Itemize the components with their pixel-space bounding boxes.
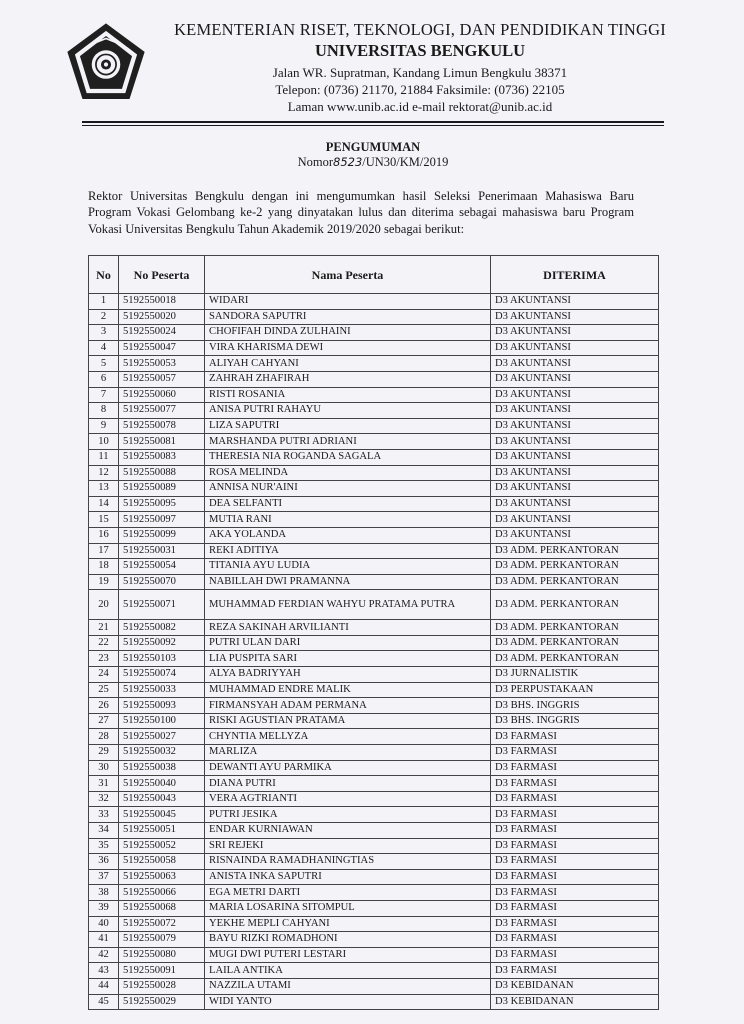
table-row xyxy=(89,791,659,807)
row-number: 25 xyxy=(89,682,119,698)
accepted-program: D3 FARMASI xyxy=(491,854,659,870)
row-number: 28 xyxy=(89,729,119,745)
letterhead-rule-thin xyxy=(82,125,664,126)
participant-number: 5192550040 xyxy=(119,776,205,792)
row-number: 35 xyxy=(89,838,119,854)
table-row xyxy=(89,947,659,963)
table-row xyxy=(89,682,659,698)
accepted-program: D3 ADM. PERKANTORAN xyxy=(491,590,659,620)
table-row xyxy=(89,885,659,901)
accepted-program: D3 AKUNTANSI xyxy=(491,371,659,387)
participant-number: 5192550029 xyxy=(119,994,205,1010)
row-number: 8 xyxy=(89,403,119,419)
participant-number: 5192550068 xyxy=(119,900,205,916)
accepted-program: D3 ADM. PERKANTORAN xyxy=(491,543,659,559)
table-row xyxy=(89,371,659,387)
participant-name: CHYNTIA MELLYZA xyxy=(205,729,491,745)
accepted-program: D3 AKUNTANSI xyxy=(491,449,659,465)
phone-fax: Telepon: (0736) 21170, 21884 Faksimile: (0736) 22105 xyxy=(275,82,565,97)
row-number: 10 xyxy=(89,434,119,450)
accepted-program: D3 FARMASI xyxy=(491,916,659,932)
table-row xyxy=(89,978,659,994)
participant-name: YEKHE MEPLI CAHYANI xyxy=(205,916,491,932)
accepted-program: D3 FARMASI xyxy=(491,869,659,885)
participant-number: 5192550091 xyxy=(119,963,205,979)
participant-name: DEWANTI AYU PARMIKA xyxy=(205,760,491,776)
participant-name: SANDORA SAPUTRI xyxy=(205,309,491,325)
accepted-program: D3 KEBIDANAN xyxy=(491,994,659,1010)
participant-number: 5192550047 xyxy=(119,340,205,356)
announcement-number xyxy=(82,155,664,170)
row-number: 39 xyxy=(89,900,119,916)
participant-number: 5192550060 xyxy=(119,387,205,403)
participant-number: 5192550072 xyxy=(119,916,205,932)
accepted-program: D3 AKUNTANSI xyxy=(491,309,659,325)
row-number: 29 xyxy=(89,745,119,761)
participant-number: 5192550054 xyxy=(119,559,205,575)
accepted-program: D3 FARMASI xyxy=(491,776,659,792)
row-number: 18 xyxy=(89,559,119,575)
accepted-program: D3 BHS. INGGRIS xyxy=(491,713,659,729)
participant-number: 5192550080 xyxy=(119,947,205,963)
participant-number: 5192550093 xyxy=(119,698,205,714)
participant-name: LIA PUSPITA SARI xyxy=(205,651,491,667)
accepted-program: D3 AKUNTANSI xyxy=(491,512,659,528)
row-number: 37 xyxy=(89,869,119,885)
table-row xyxy=(89,729,659,745)
participant-name: REZA SAKINAH ARVILIANTI xyxy=(205,620,491,636)
row-number: 31 xyxy=(89,776,119,792)
participant-name: MUTIA RANI xyxy=(205,512,491,528)
participant-number: 5192550078 xyxy=(119,418,205,434)
column-header-no: No xyxy=(89,256,119,294)
participant-number: 5192550052 xyxy=(119,838,205,854)
row-number: 1 xyxy=(89,294,119,310)
row-number: 17 xyxy=(89,543,119,559)
participant-name: CHOFIFAH DINDA ZULHAINI xyxy=(205,325,491,341)
participant-number: 5192550097 xyxy=(119,512,205,528)
participant-number: 5192550057 xyxy=(119,371,205,387)
participant-number: 5192550066 xyxy=(119,885,205,901)
table-row xyxy=(89,340,659,356)
participant-name: VERA AGTRIANTI xyxy=(205,791,491,807)
accepted-program: D3 AKUNTANSI xyxy=(491,481,659,497)
table-row xyxy=(89,449,659,465)
accepted-program: D3 AKUNTANSI xyxy=(491,496,659,512)
accepted-program: D3 ADM. PERKANTORAN xyxy=(491,574,659,590)
table-row xyxy=(89,854,659,870)
number-prefix: Nomor xyxy=(297,155,333,169)
participant-name: PUTRI JESIKA xyxy=(205,807,491,823)
accepted-program: D3 FARMASI xyxy=(491,729,659,745)
row-number: 20 xyxy=(89,590,119,620)
row-number: 43 xyxy=(89,963,119,979)
results-table xyxy=(88,255,659,1010)
participant-name: ENDAR KURNIAWAN xyxy=(205,823,491,839)
accepted-program: D3 KEBIDANAN xyxy=(491,978,659,994)
table-row xyxy=(89,434,659,450)
table-row xyxy=(89,590,659,620)
participant-name: NABILLAH DWI PRAMANNA xyxy=(205,574,491,590)
row-number: 3 xyxy=(89,325,119,341)
accepted-program: D3 FARMASI xyxy=(491,838,659,854)
row-number: 41 xyxy=(89,932,119,948)
table-row xyxy=(89,932,659,948)
row-number: 40 xyxy=(89,916,119,932)
participant-number: 5192550053 xyxy=(119,356,205,372)
ministry-name: KEMENTERIAN RISET, TEKNOLOGI, DAN PENDIDIKAN TINGGI xyxy=(174,20,666,39)
table-row xyxy=(89,620,659,636)
participant-name: ALYA BADRIYYAH xyxy=(205,667,491,683)
row-number: 24 xyxy=(89,667,119,683)
row-number: 27 xyxy=(89,713,119,729)
table-row xyxy=(89,807,659,823)
row-number: 6 xyxy=(89,371,119,387)
row-number: 38 xyxy=(89,885,119,901)
accepted-program: D3 JURNALISTIK xyxy=(491,667,659,683)
participant-number: 5192550051 xyxy=(119,823,205,839)
participant-name: ROSA MELINDA xyxy=(205,465,491,481)
accepted-program: D3 ADM. PERKANTORAN xyxy=(491,635,659,651)
accepted-program: D3 AKUNTANSI xyxy=(491,418,659,434)
participant-number: 5192550028 xyxy=(119,978,205,994)
table-row xyxy=(89,512,659,528)
accepted-program: D3 AKUNTANSI xyxy=(491,403,659,419)
table-row xyxy=(89,418,659,434)
participant-name: LIZA SAPUTRI xyxy=(205,418,491,434)
accepted-program: D3 AKUNTANSI xyxy=(491,325,659,341)
table-row xyxy=(89,916,659,932)
participant-number: 5192550103 xyxy=(119,651,205,667)
table-row xyxy=(89,559,659,575)
accepted-program: D3 AKUNTANSI xyxy=(491,387,659,403)
participant-name: WIDARI xyxy=(205,294,491,310)
row-number: 5 xyxy=(89,356,119,372)
intro-paragraph: Rektor Universitas Bengkulu dengan ini mengumumkan hasil Seleksi Penerimaan Mahasiswa Baru Program Vokasi Gelombang ke-2 yang dinyatakan lulus dan diterima sebagai mahasiswa baru Program Vokasi Universitas Bengkulu Tahun Akademik 2019/2020 sebagai berikut: xyxy=(88,189,634,236)
participant-name: DIANA PUTRI xyxy=(205,776,491,792)
number-suffix: /UN30/KM/2019 xyxy=(362,155,449,169)
participant-name: BAYU RIZKI ROMADHONI xyxy=(205,932,491,948)
participant-name: ANNISA NUR'AINI xyxy=(205,481,491,497)
table-row xyxy=(89,387,659,403)
table-row xyxy=(89,698,659,714)
participant-name: MARSHANDA PUTRI ADRIANI xyxy=(205,434,491,450)
table-row xyxy=(89,713,659,729)
accepted-program: D3 FARMASI xyxy=(491,900,659,916)
table-row xyxy=(89,403,659,419)
accepted-program: D3 AKUNTANSI xyxy=(491,527,659,543)
participant-number: 5192550083 xyxy=(119,449,205,465)
table-row xyxy=(89,745,659,761)
participant-name: THERESIA NIA ROGANDA SAGALA xyxy=(205,449,491,465)
accepted-program: D3 FARMASI xyxy=(491,885,659,901)
accepted-program: D3 BHS. INGGRIS xyxy=(491,698,659,714)
row-number: 22 xyxy=(89,635,119,651)
participant-number: 5192550063 xyxy=(119,869,205,885)
participant-number: 5192550070 xyxy=(119,574,205,590)
table-row xyxy=(89,776,659,792)
table-row xyxy=(89,838,659,854)
participant-number: 5192550088 xyxy=(119,465,205,481)
accepted-program: D3 FARMASI xyxy=(491,823,659,839)
participant-number: 5192550081 xyxy=(119,434,205,450)
participant-number: 5192550100 xyxy=(119,713,205,729)
table-row xyxy=(89,900,659,916)
participant-number: 5192550024 xyxy=(119,325,205,341)
row-number: 9 xyxy=(89,418,119,434)
participant-number: 5192550082 xyxy=(119,620,205,636)
participant-number: 5192550095 xyxy=(119,496,205,512)
accepted-program: D3 FARMASI xyxy=(491,947,659,963)
row-number: 2 xyxy=(89,309,119,325)
participant-number: 5192550074 xyxy=(119,667,205,683)
row-number: 34 xyxy=(89,823,119,839)
table-row xyxy=(89,465,659,481)
participant-name: MARIA LOSARINA SITOMPUL xyxy=(205,900,491,916)
table-row xyxy=(89,543,659,559)
accepted-program: D3 AKUNTANSI xyxy=(491,465,659,481)
participant-number: 5192550032 xyxy=(119,745,205,761)
participant-number: 5192550033 xyxy=(119,682,205,698)
participant-name: TITANIA AYU LUDIA xyxy=(205,559,491,575)
university-name: UNIVERSITAS BENGKULU xyxy=(314,41,526,60)
participant-name: ALIYAH CAHYANI xyxy=(205,356,491,372)
address: Jalan WR. Supratman, Kandang Limun Bengkulu 38371 xyxy=(272,65,568,80)
participant-number: 5192550089 xyxy=(119,481,205,497)
participant-name: RISKI AGUSTIAN PRATAMA xyxy=(205,713,491,729)
accepted-program: D3 ADM. PERKANTORAN xyxy=(491,651,659,667)
accepted-program: D3 FARMASI xyxy=(491,807,659,823)
participant-name: FIRMANSYAH ADAM PERMANA xyxy=(205,698,491,714)
accepted-program: D3 ADM. PERKANTORAN xyxy=(491,620,659,636)
table-header-row xyxy=(89,256,659,294)
row-number: 44 xyxy=(89,978,119,994)
row-number: 26 xyxy=(89,698,119,714)
participant-name: DEA SELFANTI xyxy=(205,496,491,512)
table-row xyxy=(89,963,659,979)
column-header-nama-peserta: Nama Peserta xyxy=(205,256,491,294)
participant-number: 5192550038 xyxy=(119,760,205,776)
participant-name: AKA YOLANDA xyxy=(205,527,491,543)
table-row xyxy=(89,325,659,341)
participant-name: LAILA ANTIKA xyxy=(205,963,491,979)
table-row xyxy=(89,869,659,885)
participant-name: ANISTA INKA SAPUTRI xyxy=(205,869,491,885)
accepted-program: D3 AKUNTANSI xyxy=(491,294,659,310)
participant-name: RISNAINDA RAMADHANINGTIAS xyxy=(205,854,491,870)
accepted-program: D3 AKUNTANSI xyxy=(491,340,659,356)
letterhead-rule xyxy=(82,121,664,123)
row-number: 36 xyxy=(89,854,119,870)
participant-name: VIRA KHARISMA DEWI xyxy=(205,340,491,356)
row-number: 21 xyxy=(89,620,119,636)
participant-name: MUHAMMAD FERDIAN WAHYU PRATAMA PUTRA xyxy=(205,590,491,620)
table-row xyxy=(89,994,659,1010)
table-row xyxy=(89,760,659,776)
participant-name: RISTI ROSANIA xyxy=(205,387,491,403)
participant-number: 5192550043 xyxy=(119,791,205,807)
row-number: 4 xyxy=(89,340,119,356)
table-body xyxy=(89,294,659,1010)
row-number: 13 xyxy=(89,481,119,497)
participant-name: MARLIZA xyxy=(205,745,491,761)
participant-number: 5192550077 xyxy=(119,403,205,419)
accepted-program: D3 FARMASI xyxy=(491,791,659,807)
row-number: 19 xyxy=(89,574,119,590)
table-row xyxy=(89,527,659,543)
participant-number: 5192550058 xyxy=(119,854,205,870)
participant-name: EGA METRI DARTI xyxy=(205,885,491,901)
row-number: 14 xyxy=(89,496,119,512)
participant-number: 5192550071 xyxy=(119,590,205,620)
table-row xyxy=(89,823,659,839)
row-number: 12 xyxy=(89,465,119,481)
accepted-program: D3 PERPUSTAKAAN xyxy=(491,682,659,698)
web-email: Laman www.unib.ac.id e-mail rektorat@unib.ac.id xyxy=(287,99,553,114)
participant-number: 5192550079 xyxy=(119,932,205,948)
participant-name: MUGI DWI PUTERI LESTARI xyxy=(205,947,491,963)
row-number: 33 xyxy=(89,807,119,823)
table-row xyxy=(89,651,659,667)
column-header-no-peserta: No Peserta xyxy=(119,256,205,294)
participant-number: 5192550027 xyxy=(119,729,205,745)
table-row xyxy=(89,496,659,512)
table-row xyxy=(89,294,659,310)
handwritten-number: 8523 xyxy=(333,155,363,169)
row-number: 16 xyxy=(89,527,119,543)
table-row xyxy=(89,356,659,372)
accepted-program: D3 FARMASI xyxy=(491,760,659,776)
accepted-program: D3 FARMASI xyxy=(491,932,659,948)
participant-number: 5192550099 xyxy=(119,527,205,543)
accepted-program: D3 ADM. PERKANTORAN xyxy=(491,559,659,575)
table-row xyxy=(89,574,659,590)
accepted-program: D3 AKUNTANSI xyxy=(491,434,659,450)
table-row xyxy=(89,481,659,497)
participant-number: 5192550045 xyxy=(119,807,205,823)
row-number: 15 xyxy=(89,512,119,528)
table-row xyxy=(89,667,659,683)
row-number: 42 xyxy=(89,947,119,963)
row-number: 32 xyxy=(89,791,119,807)
participant-number: 5192550020 xyxy=(119,309,205,325)
participant-number: 5192550031 xyxy=(119,543,205,559)
participant-name: SRI REJEKI xyxy=(205,838,491,854)
row-number: 45 xyxy=(89,994,119,1010)
accepted-program: D3 FARMASI xyxy=(491,963,659,979)
table-row xyxy=(89,309,659,325)
accepted-program: D3 AKUNTANSI xyxy=(491,356,659,372)
participant-name: ZAHRAH ZHAFIRAH xyxy=(205,371,491,387)
university-logo xyxy=(64,20,148,104)
participant-name: PUTRI ULAN DARI xyxy=(205,635,491,651)
participant-number: 5192550018 xyxy=(119,294,205,310)
participant-name: REKI ADITIYA xyxy=(205,543,491,559)
participant-name: WIDI YANTO xyxy=(205,994,491,1010)
row-number: 30 xyxy=(89,760,119,776)
column-header-diterima: DITERIMA xyxy=(491,256,659,294)
table-row xyxy=(89,635,659,651)
participant-number: 5192550092 xyxy=(119,635,205,651)
row-number: 7 xyxy=(89,387,119,403)
row-number: 11 xyxy=(89,449,119,465)
participant-name: NAZZILA UTAMI xyxy=(205,978,491,994)
participant-name: MUHAMMAD ENDRE MALIK xyxy=(205,682,491,698)
participant-name: ANISA PUTRI RAHAYU xyxy=(205,403,491,419)
announcement-title: PENGUMUMAN xyxy=(325,140,421,154)
accepted-program: D3 FARMASI xyxy=(491,745,659,761)
row-number: 23 xyxy=(89,651,119,667)
